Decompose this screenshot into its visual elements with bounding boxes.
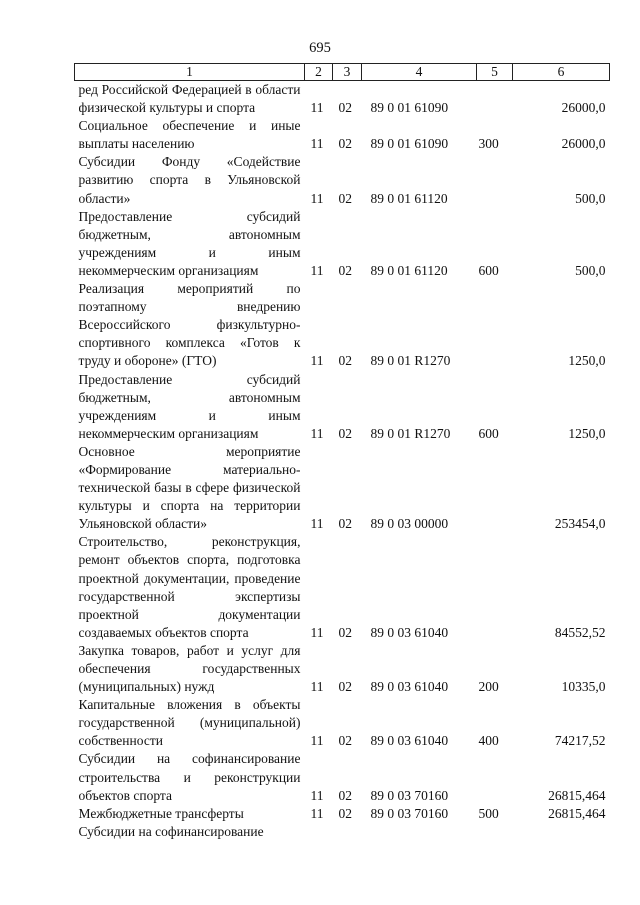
row-expense-kind: 600 bbox=[478, 425, 499, 441]
row-amount: 500,0 bbox=[575, 262, 606, 278]
row-section: 11 bbox=[310, 733, 324, 749]
row-expense-kind bbox=[477, 280, 513, 370]
table-row bbox=[75, 280, 610, 370]
row-name: Предоставление субсидий бюджетным, автономным учреждениям и иным некоммерческим организациям bbox=[78, 371, 301, 441]
row-expense-kind bbox=[477, 153, 513, 207]
row-subsection: 02 bbox=[338, 136, 352, 152]
row-target-code: 89 0 01 R1270 bbox=[370, 353, 451, 369]
row-section: 11 bbox=[310, 425, 324, 441]
row-target-code: 89 0 03 70160 bbox=[370, 805, 449, 821]
row-amount: 26000,0 bbox=[561, 136, 606, 152]
row-target-code bbox=[362, 823, 477, 841]
row-target-code: 89 0 01 R1270 bbox=[370, 425, 451, 441]
table-row bbox=[75, 805, 610, 823]
row-name: Реализация мероприятий по поэтапному внедрению Всероссийского физкультурно-спортивного комплекса «Готов к труду и обороне» (ГТО) bbox=[78, 281, 301, 369]
row-subsection: 02 bbox=[338, 733, 352, 749]
table-row bbox=[75, 371, 610, 443]
table-row bbox=[75, 81, 610, 118]
row-name: Субсидии на софинансирование строительства и реконструкции объектов спорта bbox=[78, 751, 301, 803]
row-expense-kind: 500 bbox=[478, 805, 499, 821]
row-amount bbox=[513, 823, 610, 841]
row-section: 11 bbox=[310, 624, 324, 640]
row-amount: 26815,464 bbox=[548, 805, 606, 821]
row-subsection: 02 bbox=[338, 353, 352, 369]
header-col-5: 5 bbox=[477, 64, 513, 81]
table-row bbox=[75, 823, 610, 841]
row-subsection: 02 bbox=[338, 679, 352, 695]
row-subsection: 02 bbox=[338, 805, 352, 821]
row-expense-kind bbox=[477, 443, 513, 533]
row-section: 11 bbox=[310, 679, 324, 695]
row-name: ред Российской Федерацией в области физической культуры и спорта bbox=[78, 82, 301, 116]
row-expense-kind bbox=[477, 533, 513, 642]
row-name: Капитальные вложения в объекты государственной (муниципальной) собственности bbox=[78, 697, 301, 749]
row-name: Закупка товаров, работ и услуг для обеспечения государственных (муниципальных) нужд bbox=[78, 642, 301, 695]
row-name: Субсидии Фонду «Содействие развитию спорта в Ульяновской области» bbox=[78, 154, 301, 206]
header-row bbox=[75, 64, 610, 81]
row-subsection bbox=[333, 823, 362, 841]
table-row bbox=[75, 750, 610, 804]
row-amount: 26815,464 bbox=[548, 787, 606, 803]
row-subsection: 02 bbox=[338, 190, 352, 206]
row-target-code: 89 0 03 61040 bbox=[370, 679, 449, 695]
row-name: Основное мероприятие «Формирование материально-технической базы в сфере физической культуры и спорта на территории Ульяновской области» bbox=[78, 443, 301, 532]
row-name: Предоставление субсидий бюджетным, автономным учреждениям и иным некоммерческим организациям bbox=[78, 208, 301, 278]
row-expense-kind: 600 bbox=[478, 262, 499, 278]
row-section: 11 bbox=[310, 787, 324, 803]
row-expense-kind bbox=[477, 81, 513, 118]
table-row bbox=[75, 208, 610, 280]
row-amount: 253454,0 bbox=[554, 516, 606, 532]
row-expense-kind: 400 bbox=[478, 733, 499, 749]
row-section: 11 bbox=[310, 190, 324, 206]
row-expense-kind: 200 bbox=[478, 679, 499, 695]
row-section: 11 bbox=[310, 805, 324, 821]
row-section bbox=[305, 823, 333, 841]
table-row bbox=[75, 153, 610, 207]
row-section: 11 bbox=[310, 100, 324, 116]
row-target-code: 89 0 01 61120 bbox=[370, 190, 448, 206]
row-amount: 1250,0 bbox=[568, 353, 606, 369]
row-section: 11 bbox=[310, 353, 324, 369]
row-amount: 1250,0 bbox=[568, 425, 606, 441]
table-row bbox=[75, 642, 610, 696]
row-amount: 10335,0 bbox=[561, 679, 606, 695]
row-expense-kind bbox=[477, 823, 513, 841]
row-name: Межбюджетные трансферты bbox=[78, 805, 244, 821]
row-subsection: 02 bbox=[338, 624, 352, 640]
row-section: 11 bbox=[310, 262, 324, 278]
table-row bbox=[75, 533, 610, 642]
row-section: 11 bbox=[310, 516, 324, 532]
page-number: 695 bbox=[309, 40, 331, 56]
row-target-code: 89 0 01 61120 bbox=[370, 262, 448, 278]
row-subsection: 02 bbox=[338, 425, 352, 441]
row-target-code: 89 0 03 61040 bbox=[370, 624, 449, 640]
header-col-3: 3 bbox=[333, 64, 362, 81]
table-row bbox=[75, 443, 610, 533]
row-amount: 26000,0 bbox=[561, 100, 606, 116]
row-subsection: 02 bbox=[338, 516, 352, 532]
header-col-2: 2 bbox=[305, 64, 333, 81]
row-target-code: 89 0 03 70160 bbox=[370, 787, 449, 803]
row-subsection: 02 bbox=[338, 100, 352, 116]
header-col-1: 1 bbox=[75, 64, 305, 81]
header-col-6: 6 bbox=[513, 64, 610, 81]
row-name: Строительство, реконструкция, ремонт объектов спорта, подготовка проектной документации, проведение государственной экспертизы проектной документации создаваемых объектов спорта bbox=[78, 534, 301, 640]
row-target-code: 89 0 01 61090 bbox=[370, 100, 449, 116]
row-amount: 84552,52 bbox=[554, 624, 606, 640]
row-expense-kind: 300 bbox=[478, 136, 499, 152]
row-name: Социальное обеспечение и иные выплаты населению bbox=[78, 118, 301, 152]
table-row bbox=[75, 117, 610, 153]
row-subsection: 02 bbox=[338, 787, 352, 803]
row-amount: 500,0 bbox=[575, 190, 606, 206]
row-expense-kind bbox=[477, 750, 513, 804]
row-target-code: 89 0 03 61040 bbox=[370, 733, 449, 749]
row-target-code: 89 0 01 61090 bbox=[370, 136, 449, 152]
row-name: Субсидии на софинансирование bbox=[78, 823, 264, 839]
row-subsection: 02 bbox=[338, 262, 352, 278]
header-col-4: 4 bbox=[362, 64, 477, 81]
table-row bbox=[75, 696, 610, 750]
row-target-code: 89 0 03 00000 bbox=[370, 516, 449, 532]
row-amount: 74217,52 bbox=[554, 733, 606, 749]
budget-table bbox=[74, 63, 610, 841]
row-section: 11 bbox=[310, 136, 324, 152]
